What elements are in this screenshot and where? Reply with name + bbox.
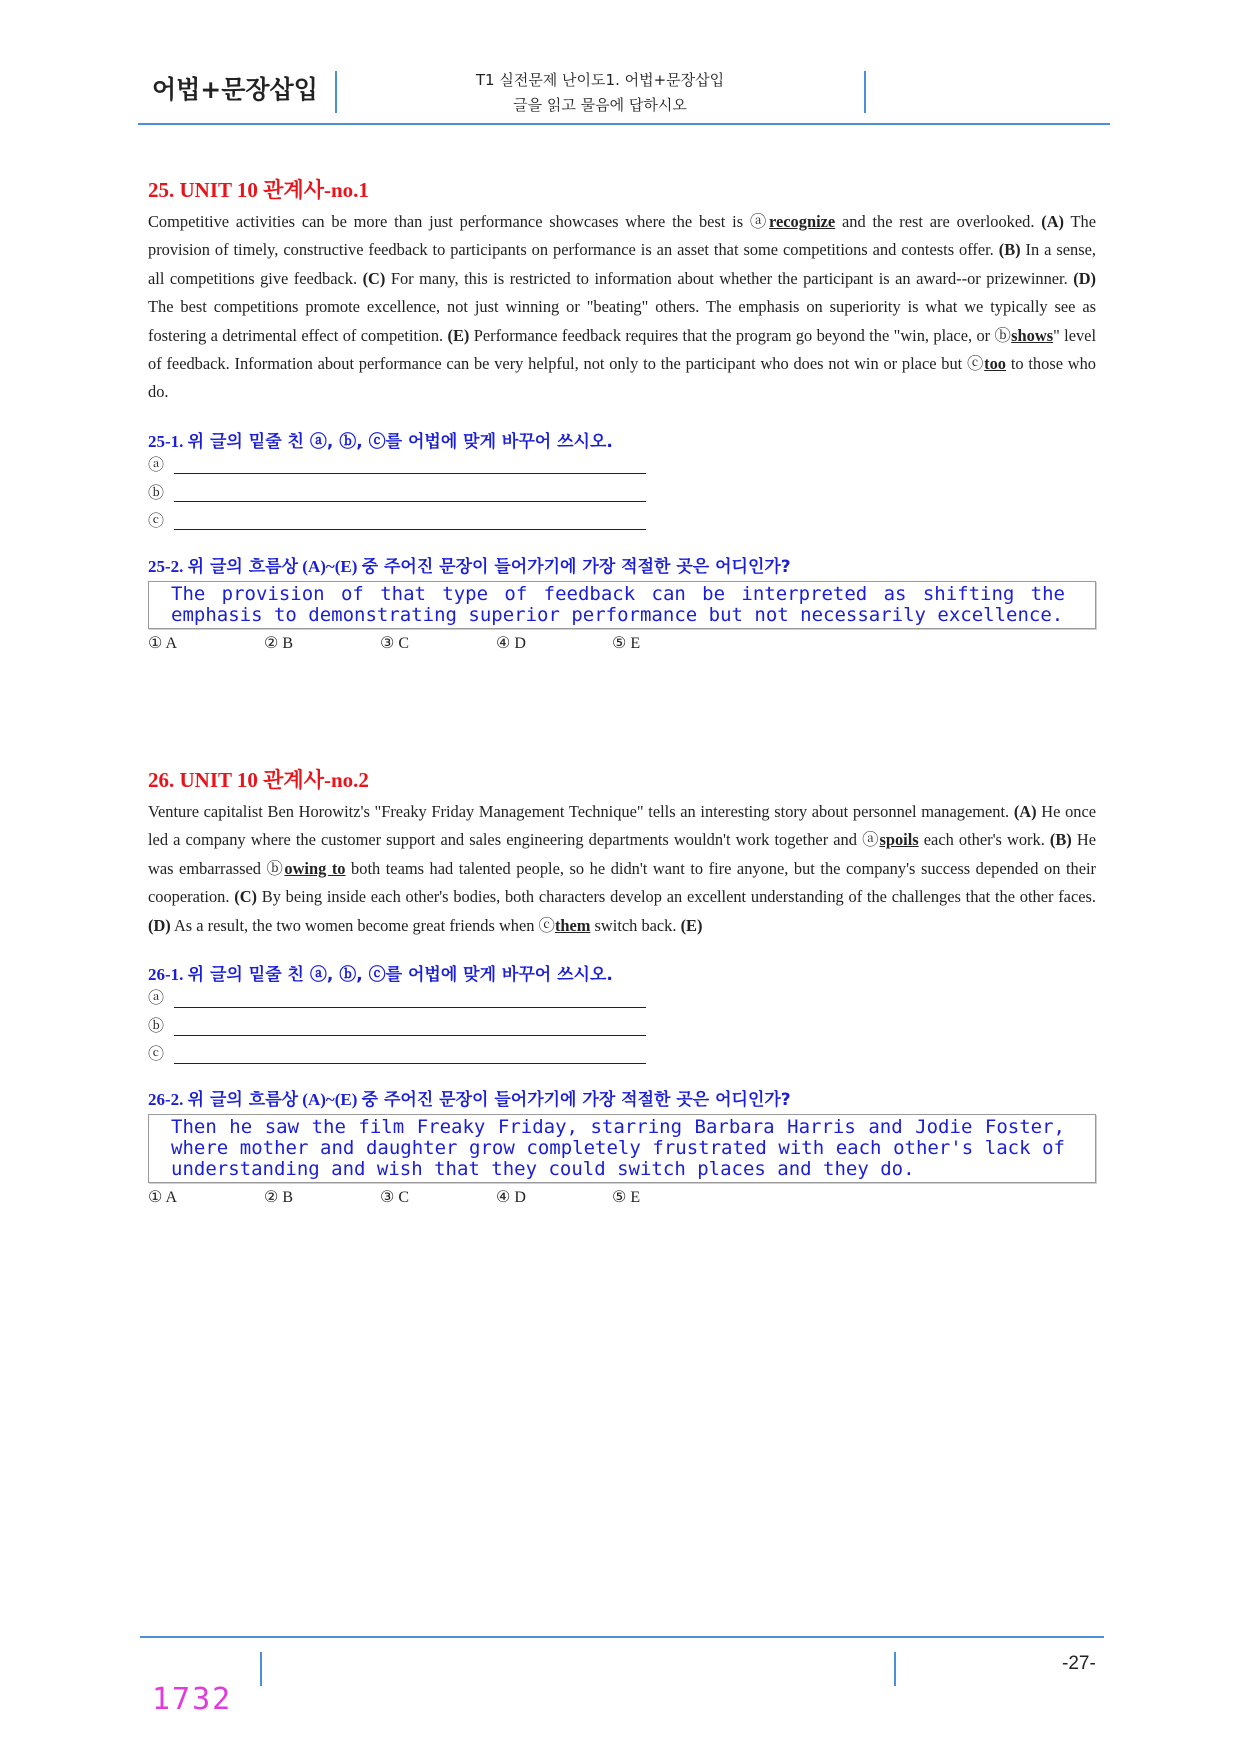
passage-26: Venture capitalist Ben Horowitz's "Freaky Friday Management Technique" tells an interesting story about personnel management. (A) He once led a company where the customer support and sales engineering departments wouldn't work together and ⓐspoils each other's work. (B) He was embarrassed ⓑowing to both teams had talented people, so he didn't want to fire anyone, but the company's success depended on their cooperation. (C) By being inside each other's bodies, both characters develop an excellent understanding of the challenges that the other faces. (D) As a result, the two women become great friends when ⓒthem switch back. (E) [148,802,1097,935]
answer-line-c[interactable]: ⓒ [148,1041,1096,1069]
footer-code: 1732 [152,1682,233,1717]
choice-a[interactable]: ① A [148,634,178,652]
choice-d[interactable]: ④ D [496,1189,526,1207]
given-sentence-box-25: The provision of that type of feedback can be interpreted as shifting the emphasis to demonstrating superior performance but not necessarily excellence. [148,581,1096,629]
header-rule [138,123,1110,125]
choice-c[interactable]: ③ C [380,1189,410,1207]
choice-b[interactable]: ② B [264,634,294,652]
given-sentence-box-26: Then he saw the film Freaky Friday, starring Barbara Harris and Jodie Foster, where mother and daughter grow completely frustrated with each other's lack of understanding and wish that they could switch places and they do. [148,1114,1096,1183]
choice-e[interactable]: ⑤ E [612,1189,641,1207]
page-number: -27- [1062,1653,1096,1674]
underlined-word-c: ⓒthem [538,915,591,935]
footer-rule [140,1636,1104,1638]
choices-25 [148,633,1096,653]
choice-c[interactable]: ③ C [380,634,410,652]
answer-line-a[interactable]: ⓐ [148,452,1096,480]
underlined-word-b: ⓑowing to [266,858,346,878]
header-subtitle-2: 글을 읽고 물음에 답하시오 [513,96,687,114]
answer-line-b[interactable]: ⓑ [148,480,1096,508]
question-26-1-title: 26-1. 위 글의 밑줄 친 ⓐ, ⓑ, ⓒ를 어법에 맞게 바꾸어 쓰시오. [148,965,613,986]
question-25-title: 25. UNIT 10 관계사-no.1 [148,178,369,202]
underlined-word-c: ⓒtoo [967,354,1007,374]
underlined-word-b: ⓑshows [994,325,1054,345]
header-divider-left [335,71,337,113]
question-26 [148,764,1096,1207]
choice-a[interactable]: ① A [148,1189,178,1207]
question-25-1-title: 25-1. 위 글의 밑줄 친 ⓐ, ⓑ, ⓒ를 어법에 맞게 바꾸어 쓰시오. [148,431,613,452]
choice-e[interactable]: ⑤ E [612,634,641,652]
underlined-word-a: ⓐrecognize [749,212,836,231]
answer-line-c[interactable]: ⓒ [148,508,1096,536]
footer-divider-right [894,1652,896,1686]
question-26-2-title: 26-2. 위 글의 흐름상 (A)~(E) 중 주어진 문장이 들어가기에 가장 적절한 곳은 어디인가? [148,1090,791,1111]
question-25-2-title: 25-2. 위 글의 흐름상 (A)~(E) 중 주어진 문장이 들어가기에 가장 적절한 곳은 어디인가? [148,556,791,577]
choices-26 [148,1187,1096,1207]
footer-divider-left [260,1652,262,1686]
header-subtitle-1: T1 실전문제 난이도1. 어법+문장삽입 [475,71,725,89]
header-divider-right [864,71,866,113]
choice-d[interactable]: ④ D [496,634,526,652]
choice-b[interactable]: ② B [264,1189,294,1207]
question-26-title: 26. UNIT 10 관계사-no.2 [148,768,369,792]
answer-line-b[interactable]: ⓑ [148,1013,1096,1041]
header-title: 어법+문장삽입 [152,75,318,104]
answer-line-a[interactable]: ⓐ [148,985,1096,1013]
question-25 [148,174,1096,653]
underlined-word-a: ⓐspoils [862,830,919,850]
passage-25: Competitive activities can be more than just performance showcases where the best is ⓐrecognize and the rest are overlooked. (A) The provision of timely, constructive feedback to participants on performance is an asset that some competitions and contests offer. (B) In a sense, all competitions give feedback. (C) For many, this is restricted to information about whether the participant is an award--or prizewinner. (D) The best competitions promote excellence, not just winning or "beating" others. The emphasis on superiority is what we typically see as fostering a detrimental effect of competition. (E) Performance feedback requires that the program go beyond the "win, place, or ⓑshows" level of feedback. Information about performance can be very helpful, not only to the participant who does not win or place but ⓒtoo to those who do. [148,212,1097,402]
